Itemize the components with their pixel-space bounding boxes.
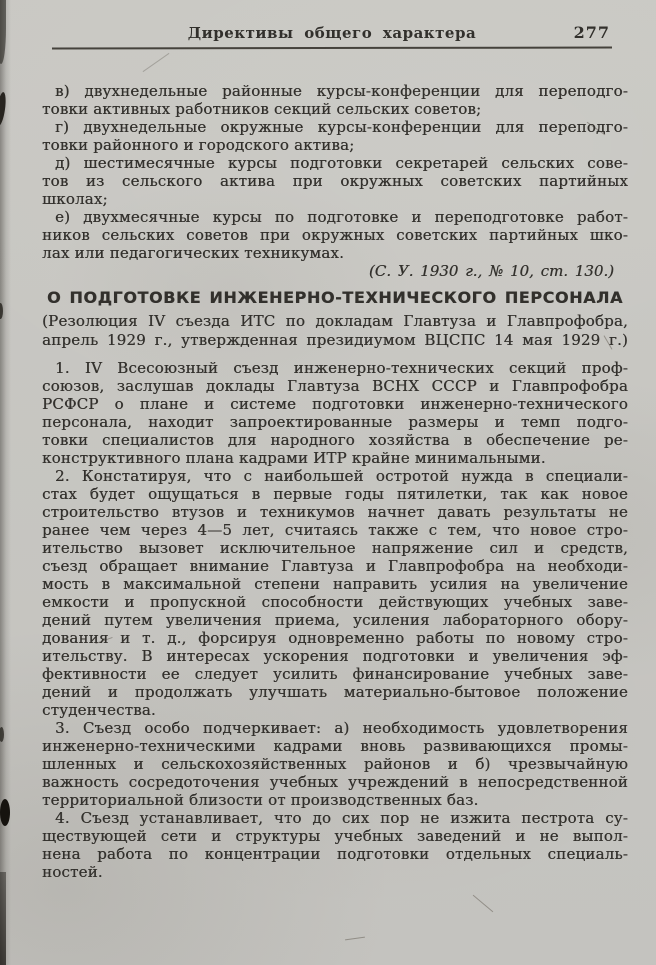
paragraph-2 bbox=[42, 467, 628, 719]
paper-fiber bbox=[143, 53, 170, 72]
text-line: дений путем увеличения приема, усиления лабораторного обору- bbox=[42, 611, 628, 629]
text-line: фективности ее следует усилить финансирование учебных заве- bbox=[42, 665, 628, 683]
text-line: ранее чем через 4—5 лет, считаясь также с тем, что новое стро- bbox=[42, 521, 628, 539]
text-column bbox=[42, 82, 628, 881]
text-line: ительство вызовет исключительное напряжение сил и средств, bbox=[42, 539, 628, 557]
paragraph-3 bbox=[42, 719, 628, 809]
paragraph-v bbox=[42, 82, 628, 118]
text-line: инженерно-техническими кадрами вновь развивающихся промы- bbox=[42, 737, 628, 755]
text-line: дования и т. д., форсируя одновременно работы по новому стро- bbox=[42, 629, 628, 647]
text-line: 3. Съезд особо подчеркивает: а) необходимость удовлетворения bbox=[55, 719, 628, 737]
running-head bbox=[52, 24, 612, 42]
text-line: конструктивного плана кадрами ИТР крайне минимальными. bbox=[42, 449, 546, 467]
text-line: д) шестимесячные курсы подготовки секретарей сельских сове- bbox=[55, 154, 628, 172]
text-line: ников сельских советов при окружных советских партийных шко- bbox=[42, 226, 628, 244]
text-line: строительство втузов и техникумов начнет давать результаты не bbox=[42, 503, 628, 521]
text-line: в) двухнедельные районные курсы-конференции для переподго- bbox=[55, 82, 628, 100]
paragraph-e bbox=[42, 208, 628, 262]
text-line: важность сосредоточения учебных учреждений в непосредственной bbox=[42, 773, 628, 791]
text-line: персонала, находит запроектированные размеры и темп подго- bbox=[42, 413, 628, 431]
header-rule bbox=[52, 47, 612, 50]
text-line: тов из сельского актива при окружных советских партийных bbox=[42, 172, 628, 190]
text-line: товки районного и городского актива; bbox=[42, 136, 355, 154]
text-line: г) двухнедельные окружные курсы-конференции для переподго- bbox=[55, 118, 628, 136]
text-line: студенчества. bbox=[42, 701, 156, 719]
paragraph-1 bbox=[42, 359, 628, 467]
paragraph-4 bbox=[42, 809, 628, 881]
text-line: 4. Съезд устанавливает, что до сих пор не изжита пестрота су- bbox=[55, 809, 628, 827]
subtitle-line: (Резолюция IV съезда ИТС по докладам Главтуза и Главпрофобра, bbox=[42, 312, 628, 330]
text-line: территориальной близости от производственных баз. bbox=[42, 791, 479, 809]
text-line: 1. IV Всесоюзный съезд инженерно-технических секций проф- bbox=[55, 359, 628, 377]
paper-fiber bbox=[345, 937, 365, 941]
section-heading: О ПОДГОТОВКЕ ИНЖЕНЕРНО-ТЕХНИЧЕСКОГО ПЕРСОНАЛА bbox=[47, 288, 623, 307]
subtitle-line: апрель 1929 г., утвержденная президиумом ВЦСПС 14 мая 1929 г.) bbox=[42, 330, 628, 349]
running-head-title: Директивы общего характера bbox=[187, 24, 477, 42]
text-line: съезд обращает внимание Главтуза и Главпрофобра на необходи- bbox=[42, 557, 628, 575]
text-line: 2. Констатируя, что с наибольшей остротой нужда в специали- bbox=[55, 467, 628, 485]
text-line: нена работа по концентрации подготовки отдельных специаль- bbox=[42, 845, 628, 863]
paragraph-g bbox=[42, 118, 628, 154]
text-line: мость в максимальной степени направить усилия на увеличение bbox=[42, 575, 628, 593]
text-line: стах будет ощущаться в первые годы пятилетки, так как новое bbox=[42, 485, 628, 503]
text-line: ностей. bbox=[42, 863, 103, 881]
text-line: емкости и пропускной способности действующих учебных заве- bbox=[42, 593, 628, 611]
ink-stain bbox=[0, 799, 10, 826]
text-line: товки специалистов для народного хозяйства в обеспечение ре- bbox=[42, 431, 628, 449]
paper-fiber bbox=[473, 895, 494, 912]
text-line: товки активных работников секций сельских советов; bbox=[42, 100, 482, 118]
text-line: лах или педагогических техникумах. bbox=[42, 244, 345, 262]
text-line: е) двухмесячные курсы по подготовке и переподготовке работ- bbox=[55, 208, 628, 226]
text-line: школах; bbox=[42, 190, 108, 208]
text-line: дений и продолжать улучшать материально-бытовое положение bbox=[42, 683, 628, 701]
text-line: ществующей сети и структуры учебных заведений и не выпол- bbox=[42, 827, 628, 845]
text-line: РСФСР о плане и системе подготовки инженерно-технического bbox=[42, 395, 628, 413]
text-line: союзов, заслушав доклады Главтуза ВСНХ СССР и Главпрофобра bbox=[42, 377, 628, 395]
source-citation: (С. У. 1930 г., № 10, ст. 130.) bbox=[368, 262, 614, 280]
page-number: 277 bbox=[573, 23, 610, 42]
text-line: шленных и сельскохозяйственных районов и б) чрезвычайную bbox=[42, 755, 628, 773]
paragraph-d bbox=[42, 154, 628, 208]
text-line: ительству. В интересах ускорения подготовки и увеличения эф- bbox=[42, 647, 628, 665]
section-subtitle bbox=[42, 312, 628, 349]
ink-stain bbox=[0, 872, 6, 965]
resolution-body bbox=[42, 359, 628, 881]
